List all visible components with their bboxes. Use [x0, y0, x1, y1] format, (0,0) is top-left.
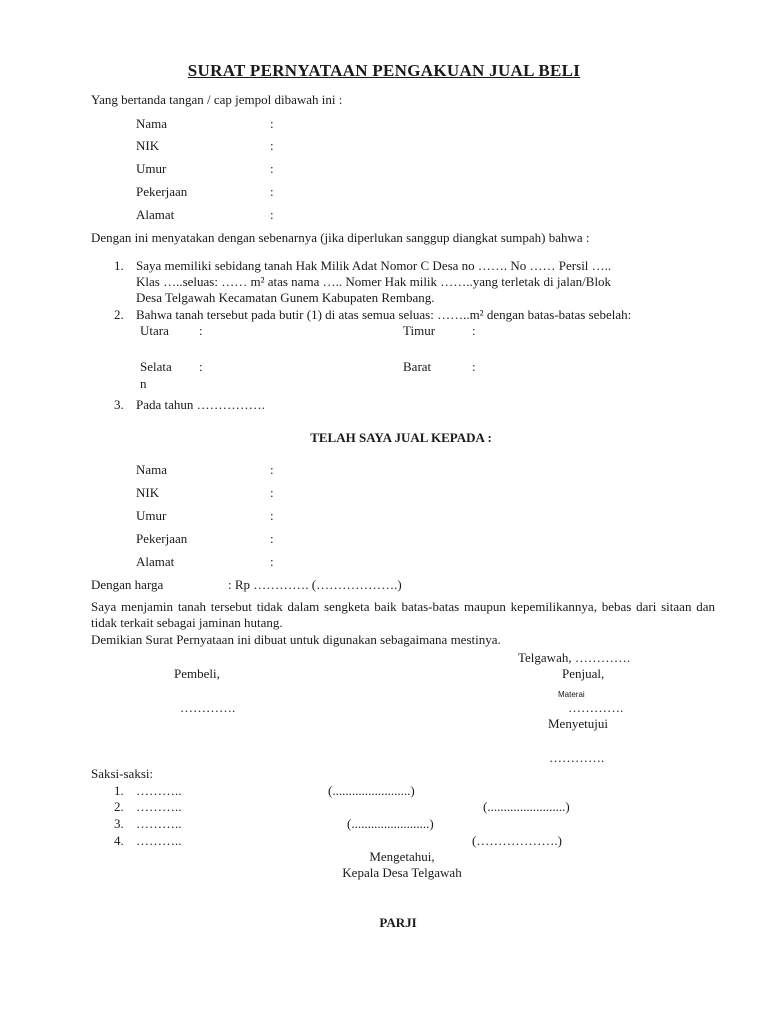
field-colon: : — [270, 116, 274, 131]
witness-number: 3. — [114, 816, 124, 831]
witness-signature-line: (........................) — [483, 799, 570, 814]
price-value: : Rp …………. (……………….) — [228, 577, 402, 592]
village-head-title: Kepala Desa Telgawah — [342, 865, 462, 880]
field-colon: : — [270, 554, 274, 569]
witness-name-line: ……….. — [136, 783, 182, 798]
item-1-line-2: Klas …..seluas: …… m² atas nama ….. Nomer Hak milik ……..yang terletak di jalan/Blok — [136, 274, 612, 289]
buyer-field-label: Nama — [136, 462, 168, 477]
boundary-south-label-wrap: n — [140, 376, 147, 391]
item-number: 3. — [114, 397, 124, 412]
item-1-line-3: Desa Telgawah Kecamatan Gunem Kabupaten Rembang. — [136, 290, 435, 305]
field-colon: : — [472, 359, 476, 374]
seller-field-label: Pekerjaan — [136, 184, 188, 199]
field-colon: : — [270, 531, 274, 546]
witness-name-line: ……….. — [136, 833, 182, 848]
field-colon: : — [472, 323, 476, 338]
place-date: Telgawah, …………. — [518, 650, 631, 665]
witnesses-label: Saksi-saksi: — [91, 766, 154, 781]
item-2-line-1: Bahwa tanah tersebut pada butir (1) di atas semua seluas: ……..m² dengan batas-batas sebelah: — [136, 307, 632, 322]
seller-field-label: NIK — [136, 138, 160, 153]
field-colon: : — [270, 508, 274, 523]
field-colon: : — [199, 359, 203, 374]
item-number: 1. — [114, 258, 124, 273]
field-colon: : — [270, 161, 274, 176]
item-1-line-1: Saya memiliki sebidang tanah Hak Milik Adat Nomor C Desa no ……. No …… Persil ….. — [136, 258, 612, 273]
field-colon: : — [270, 184, 274, 199]
witness-name-line: ……….. — [136, 799, 182, 814]
seller-signature-label: Penjual, — [562, 666, 605, 681]
seller-field-label: Nama — [136, 116, 168, 131]
buyer-signature-line: …………. — [180, 700, 236, 715]
document-title: SURAT PERNYATAAN PENGAKUAN JUAL BELI — [187, 61, 581, 80]
field-colon: : — [270, 462, 274, 477]
intro-text: Yang bertanda tangan / cap jempol dibawah ini : — [91, 92, 343, 107]
statement-text: Dengan ini menyatakan dengan sebenarnya (jika diperlukan sanggup diangkat sumpah) bahwa : — [91, 230, 590, 245]
buyer-field-label: Pekerjaan — [136, 531, 188, 546]
boundary-north-label: Utara — [140, 323, 169, 338]
witness-signature-line: (........................) — [347, 816, 434, 831]
witness-number: 1. — [114, 783, 124, 798]
seller-field-label: Umur — [136, 161, 167, 176]
seller-field-label: Alamat — [136, 207, 175, 222]
field-colon: : — [199, 323, 203, 338]
field-colon: : — [270, 485, 274, 500]
village-head-name: PARJI — [379, 915, 417, 930]
witness-number: 2. — [114, 799, 124, 814]
boundary-south-label: Selata — [140, 359, 172, 374]
buyer-signature-label: Pembeli, — [174, 666, 220, 681]
witness-signature-line: (……………….) — [472, 833, 562, 848]
guarantee-paragraph: Saya menjamin tanah tersebut tidak dalam sengketa baik batas-batas maupun kepemilikannya, bebas dari sitaan dan tidak terkait sebagai jaminan hutang. — [91, 599, 715, 631]
stamp-duty-label: Materai — [558, 690, 585, 699]
boundary-east-label: Timur — [403, 323, 436, 338]
approve-label: Menyetujui — [548, 716, 608, 731]
witness-signature-line: (........................) — [328, 783, 415, 798]
seller-signature-line: …………. — [568, 700, 624, 715]
field-colon: : — [270, 207, 274, 222]
field-colon: : — [270, 138, 274, 153]
acknowledged-label: Mengetahui, — [369, 849, 435, 864]
price-label: Dengan harga — [91, 577, 164, 592]
sold-to-heading: TELAH SAYA JUAL KEPADA : — [310, 430, 492, 445]
witness-name-line: ……….. — [136, 816, 182, 831]
closing-text: Demikian Surat Pernyataan ini dibuat untuk digunakan sebagaimana mestinya. — [91, 632, 501, 647]
buyer-field-label: Umur — [136, 508, 167, 523]
buyer-field-label: NIK — [136, 485, 160, 500]
item-number: 2. — [114, 307, 124, 322]
boundary-west-label: Barat — [403, 359, 432, 374]
witness-number: 4. — [114, 833, 124, 848]
buyer-field-label: Alamat — [136, 554, 175, 569]
approve-signature-line: …………. — [549, 750, 605, 765]
item-3-text: Pada tahun ……………. — [136, 397, 265, 412]
